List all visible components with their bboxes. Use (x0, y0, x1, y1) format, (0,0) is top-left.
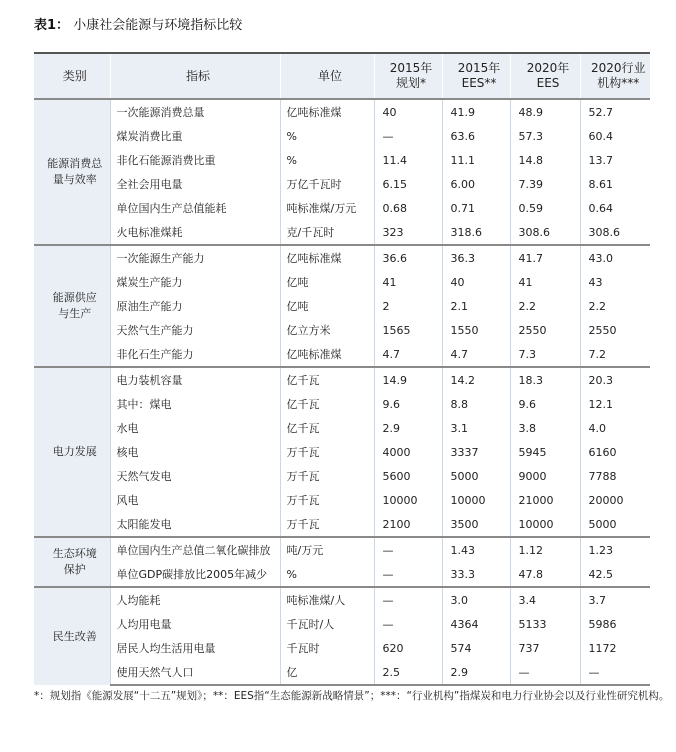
unit-cell: 亿吨标准煤 (280, 342, 374, 367)
value-cell: 41 (510, 270, 580, 294)
indicator-cell: 太阳能发电 (110, 512, 280, 537)
value-cell: 2 (374, 294, 442, 318)
indicator-cell: 人均用电量 (110, 612, 280, 636)
value-cell: 3337 (442, 440, 510, 464)
value-cell: 323 (374, 220, 442, 245)
table-row (34, 636, 650, 660)
category-cell: 民生改善 (34, 587, 110, 685)
value-cell: 5945 (510, 440, 580, 464)
table-row (34, 270, 650, 294)
value-cell: 2.1 (442, 294, 510, 318)
value-cell: 36.6 (374, 245, 442, 270)
unit-cell: 万亿千瓦时 (280, 172, 374, 196)
value-cell: 308.6 (580, 220, 650, 245)
table-row (34, 440, 650, 464)
value-cell: 10000 (510, 512, 580, 537)
value-cell: 47.8 (510, 562, 580, 587)
value-cell: 42.5 (580, 562, 650, 587)
value-cell: 308.6 (510, 220, 580, 245)
table-row (34, 392, 650, 416)
value-cell: — (374, 537, 442, 562)
table-row (34, 220, 650, 245)
table-caption (34, 14, 242, 33)
indicator-cell: 非化石生产能力 (110, 342, 280, 367)
category-cell: 电力发展 (34, 367, 110, 537)
header-2015-ees: 2015年 EES** (442, 53, 510, 99)
table-row (34, 172, 650, 196)
indicator-table (34, 52, 650, 686)
value-cell: 11.1 (442, 148, 510, 172)
value-cell: 4.0 (580, 416, 650, 440)
value-cell: 7.3 (510, 342, 580, 367)
value-cell: 60.4 (580, 124, 650, 148)
unit-cell: % (280, 148, 374, 172)
value-cell: 6160 (580, 440, 650, 464)
table-row (34, 416, 650, 440)
indicator-cell: 原油生产能力 (110, 294, 280, 318)
value-cell: 6.00 (442, 172, 510, 196)
indicator-cell: 一次能源消费总量 (110, 99, 280, 124)
table-row (34, 196, 650, 220)
table-row (34, 245, 650, 270)
value-cell: 8.8 (442, 392, 510, 416)
indicator-cell: 天然气发电 (110, 464, 280, 488)
value-cell: — (374, 612, 442, 636)
unit-cell: 亿吨标准煤 (280, 245, 374, 270)
value-cell: 3.8 (510, 416, 580, 440)
indicator-cell: 火电标准煤耗 (110, 220, 280, 245)
indicator-cell: 核电 (110, 440, 280, 464)
value-cell: 1.12 (510, 537, 580, 562)
indicator-cell: 一次能源生产能力 (110, 245, 280, 270)
value-cell: 9.6 (510, 392, 580, 416)
value-cell: 0.68 (374, 196, 442, 220)
table-row (34, 318, 650, 342)
value-cell: 6.15 (374, 172, 442, 196)
unit-cell: 亿千瓦 (280, 416, 374, 440)
unit-cell: 亿千瓦 (280, 367, 374, 392)
value-cell: 41.9 (442, 99, 510, 124)
value-cell: 1.43 (442, 537, 510, 562)
value-cell: 43 (580, 270, 650, 294)
value-cell: 52.7 (580, 99, 650, 124)
value-cell: — (374, 124, 442, 148)
unit-cell: 亿 (280, 660, 374, 685)
unit-cell: 万千瓦 (280, 512, 374, 537)
header-2015-plan: 2015年 规划* (374, 53, 442, 99)
value-cell: 3.4 (510, 587, 580, 612)
value-cell: 11.4 (374, 148, 442, 172)
value-cell: 1172 (580, 636, 650, 660)
value-cell: 5986 (580, 612, 650, 636)
table-row (34, 464, 650, 488)
value-cell: 48.9 (510, 99, 580, 124)
value-cell: 8.61 (580, 172, 650, 196)
indicator-cell: 单位GDP碳排放比2005年减少 (110, 562, 280, 587)
value-cell: 0.64 (580, 196, 650, 220)
unit-cell: 千瓦时/人 (280, 612, 374, 636)
indicator-cell: 煤炭生产能力 (110, 270, 280, 294)
unit-cell: 吨标准煤/人 (280, 587, 374, 612)
value-cell: 36.3 (442, 245, 510, 270)
indicator-cell: 风电 (110, 488, 280, 512)
value-cell: 2.2 (580, 294, 650, 318)
indicator-cell: 使用天然气人口 (110, 660, 280, 685)
value-cell: 7.39 (510, 172, 580, 196)
value-cell: 3.7 (580, 587, 650, 612)
value-cell: 3.1 (442, 416, 510, 440)
value-cell: 3.0 (442, 587, 510, 612)
value-cell: 318.6 (442, 220, 510, 245)
header-category: 类别 (34, 53, 110, 99)
value-cell: 18.3 (510, 367, 580, 392)
unit-cell: 万千瓦 (280, 440, 374, 464)
category-cell: 能源消费总 量与效率 (34, 99, 110, 245)
value-cell: 9000 (510, 464, 580, 488)
indicator-cell: 煤炭消费比重 (110, 124, 280, 148)
category-cell: 生态环境 保护 (34, 537, 110, 587)
value-cell: 14.9 (374, 367, 442, 392)
table-row (34, 660, 650, 685)
value-cell: 21000 (510, 488, 580, 512)
unit-cell: 亿立方米 (280, 318, 374, 342)
value-cell: 10000 (442, 488, 510, 512)
indicator-cell: 电力装机容量 (110, 367, 280, 392)
value-cell: 5000 (580, 512, 650, 537)
value-cell: 57.3 (510, 124, 580, 148)
unit-cell: 亿吨 (280, 294, 374, 318)
value-cell: 1565 (374, 318, 442, 342)
caption-title: 小康社会能源与环境指标比较 (73, 18, 243, 33)
caption-label: 表1： (34, 18, 70, 33)
value-cell: 2550 (580, 318, 650, 342)
indicator-cell: 非化石能源消费比重 (110, 148, 280, 172)
header-2020-industry: 2020行业 机构*** (580, 53, 650, 99)
value-cell: 2.2 (510, 294, 580, 318)
table-row (34, 562, 650, 587)
table-row (34, 124, 650, 148)
table-row (34, 587, 650, 612)
table-row (34, 537, 650, 562)
value-cell: 2550 (510, 318, 580, 342)
value-cell: 20000 (580, 488, 650, 512)
value-cell: 14.2 (442, 367, 510, 392)
footnote: *：规划指《能源发展“十二五”规划》；**：EES指“生态能源新战略情景”；***：“行业机构”指煤炭和电力行业协会以及行业性研究机构。 (34, 690, 670, 702)
value-cell: 20.3 (580, 367, 650, 392)
value-cell: 12.1 (580, 392, 650, 416)
value-cell: 7.2 (580, 342, 650, 367)
value-cell: 33.3 (442, 562, 510, 587)
value-cell: 4364 (442, 612, 510, 636)
value-cell: 5600 (374, 464, 442, 488)
value-cell: 5133 (510, 612, 580, 636)
table-row (34, 99, 650, 124)
unit-cell: 亿吨标准煤 (280, 99, 374, 124)
value-cell: 1550 (442, 318, 510, 342)
table-row (34, 612, 650, 636)
value-cell: — (374, 587, 442, 612)
header-indicator: 指标 (110, 53, 280, 99)
value-cell: 620 (374, 636, 442, 660)
value-cell: 41.7 (510, 245, 580, 270)
table-row (34, 294, 650, 318)
table-row (34, 512, 650, 537)
value-cell: 41 (374, 270, 442, 294)
unit-cell: 吨标准煤/万元 (280, 196, 374, 220)
value-cell: 43.0 (580, 245, 650, 270)
value-cell: 40 (442, 270, 510, 294)
value-cell: 40 (374, 99, 442, 124)
header-2020-ees: 2020年 EES (510, 53, 580, 99)
header-unit: 单位 (280, 53, 374, 99)
value-cell: 7788 (580, 464, 650, 488)
value-cell: — (580, 660, 650, 685)
table-body (34, 99, 650, 685)
value-cell: 63.6 (442, 124, 510, 148)
indicator-cell: 全社会用电量 (110, 172, 280, 196)
indicator-cell: 天然气生产能力 (110, 318, 280, 342)
value-cell: 14.8 (510, 148, 580, 172)
table-row (34, 367, 650, 392)
unit-cell: 吨/万元 (280, 537, 374, 562)
value-cell: 2.9 (374, 416, 442, 440)
value-cell: 4.7 (374, 342, 442, 367)
unit-cell: 千瓦时 (280, 636, 374, 660)
value-cell: 574 (442, 636, 510, 660)
indicator-cell: 居民人均生活用电量 (110, 636, 280, 660)
value-cell: 4000 (374, 440, 442, 464)
value-cell: 2.9 (442, 660, 510, 685)
unit-cell: 克/千瓦时 (280, 220, 374, 245)
value-cell: 5000 (442, 464, 510, 488)
table-row (34, 488, 650, 512)
unit-cell: % (280, 562, 374, 587)
unit-cell: % (280, 124, 374, 148)
value-cell: 13.7 (580, 148, 650, 172)
indicator-cell: 其中：煤电 (110, 392, 280, 416)
value-cell: 2.5 (374, 660, 442, 685)
value-cell: 9.6 (374, 392, 442, 416)
value-cell: 1.23 (580, 537, 650, 562)
unit-cell: 万千瓦 (280, 464, 374, 488)
unit-cell: 万千瓦 (280, 488, 374, 512)
category-cell: 能源供应 与生产 (34, 245, 110, 367)
indicator-cell: 单位国内生产总值二氧化碳排放 (110, 537, 280, 562)
value-cell: 0.71 (442, 196, 510, 220)
unit-cell: 亿吨 (280, 270, 374, 294)
indicator-cell: 人均能耗 (110, 587, 280, 612)
value-cell: 737 (510, 636, 580, 660)
value-cell: 2100 (374, 512, 442, 537)
value-cell: 3500 (442, 512, 510, 537)
value-cell: 0.59 (510, 196, 580, 220)
indicator-cell: 水电 (110, 416, 280, 440)
indicator-cell: 单位国内生产总值能耗 (110, 196, 280, 220)
header-row (34, 53, 650, 99)
unit-cell: 亿千瓦 (280, 392, 374, 416)
value-cell: 10000 (374, 488, 442, 512)
value-cell: 4.7 (442, 342, 510, 367)
table-row (34, 148, 650, 172)
value-cell: — (374, 562, 442, 587)
table-row (34, 342, 650, 367)
value-cell: — (510, 660, 580, 685)
